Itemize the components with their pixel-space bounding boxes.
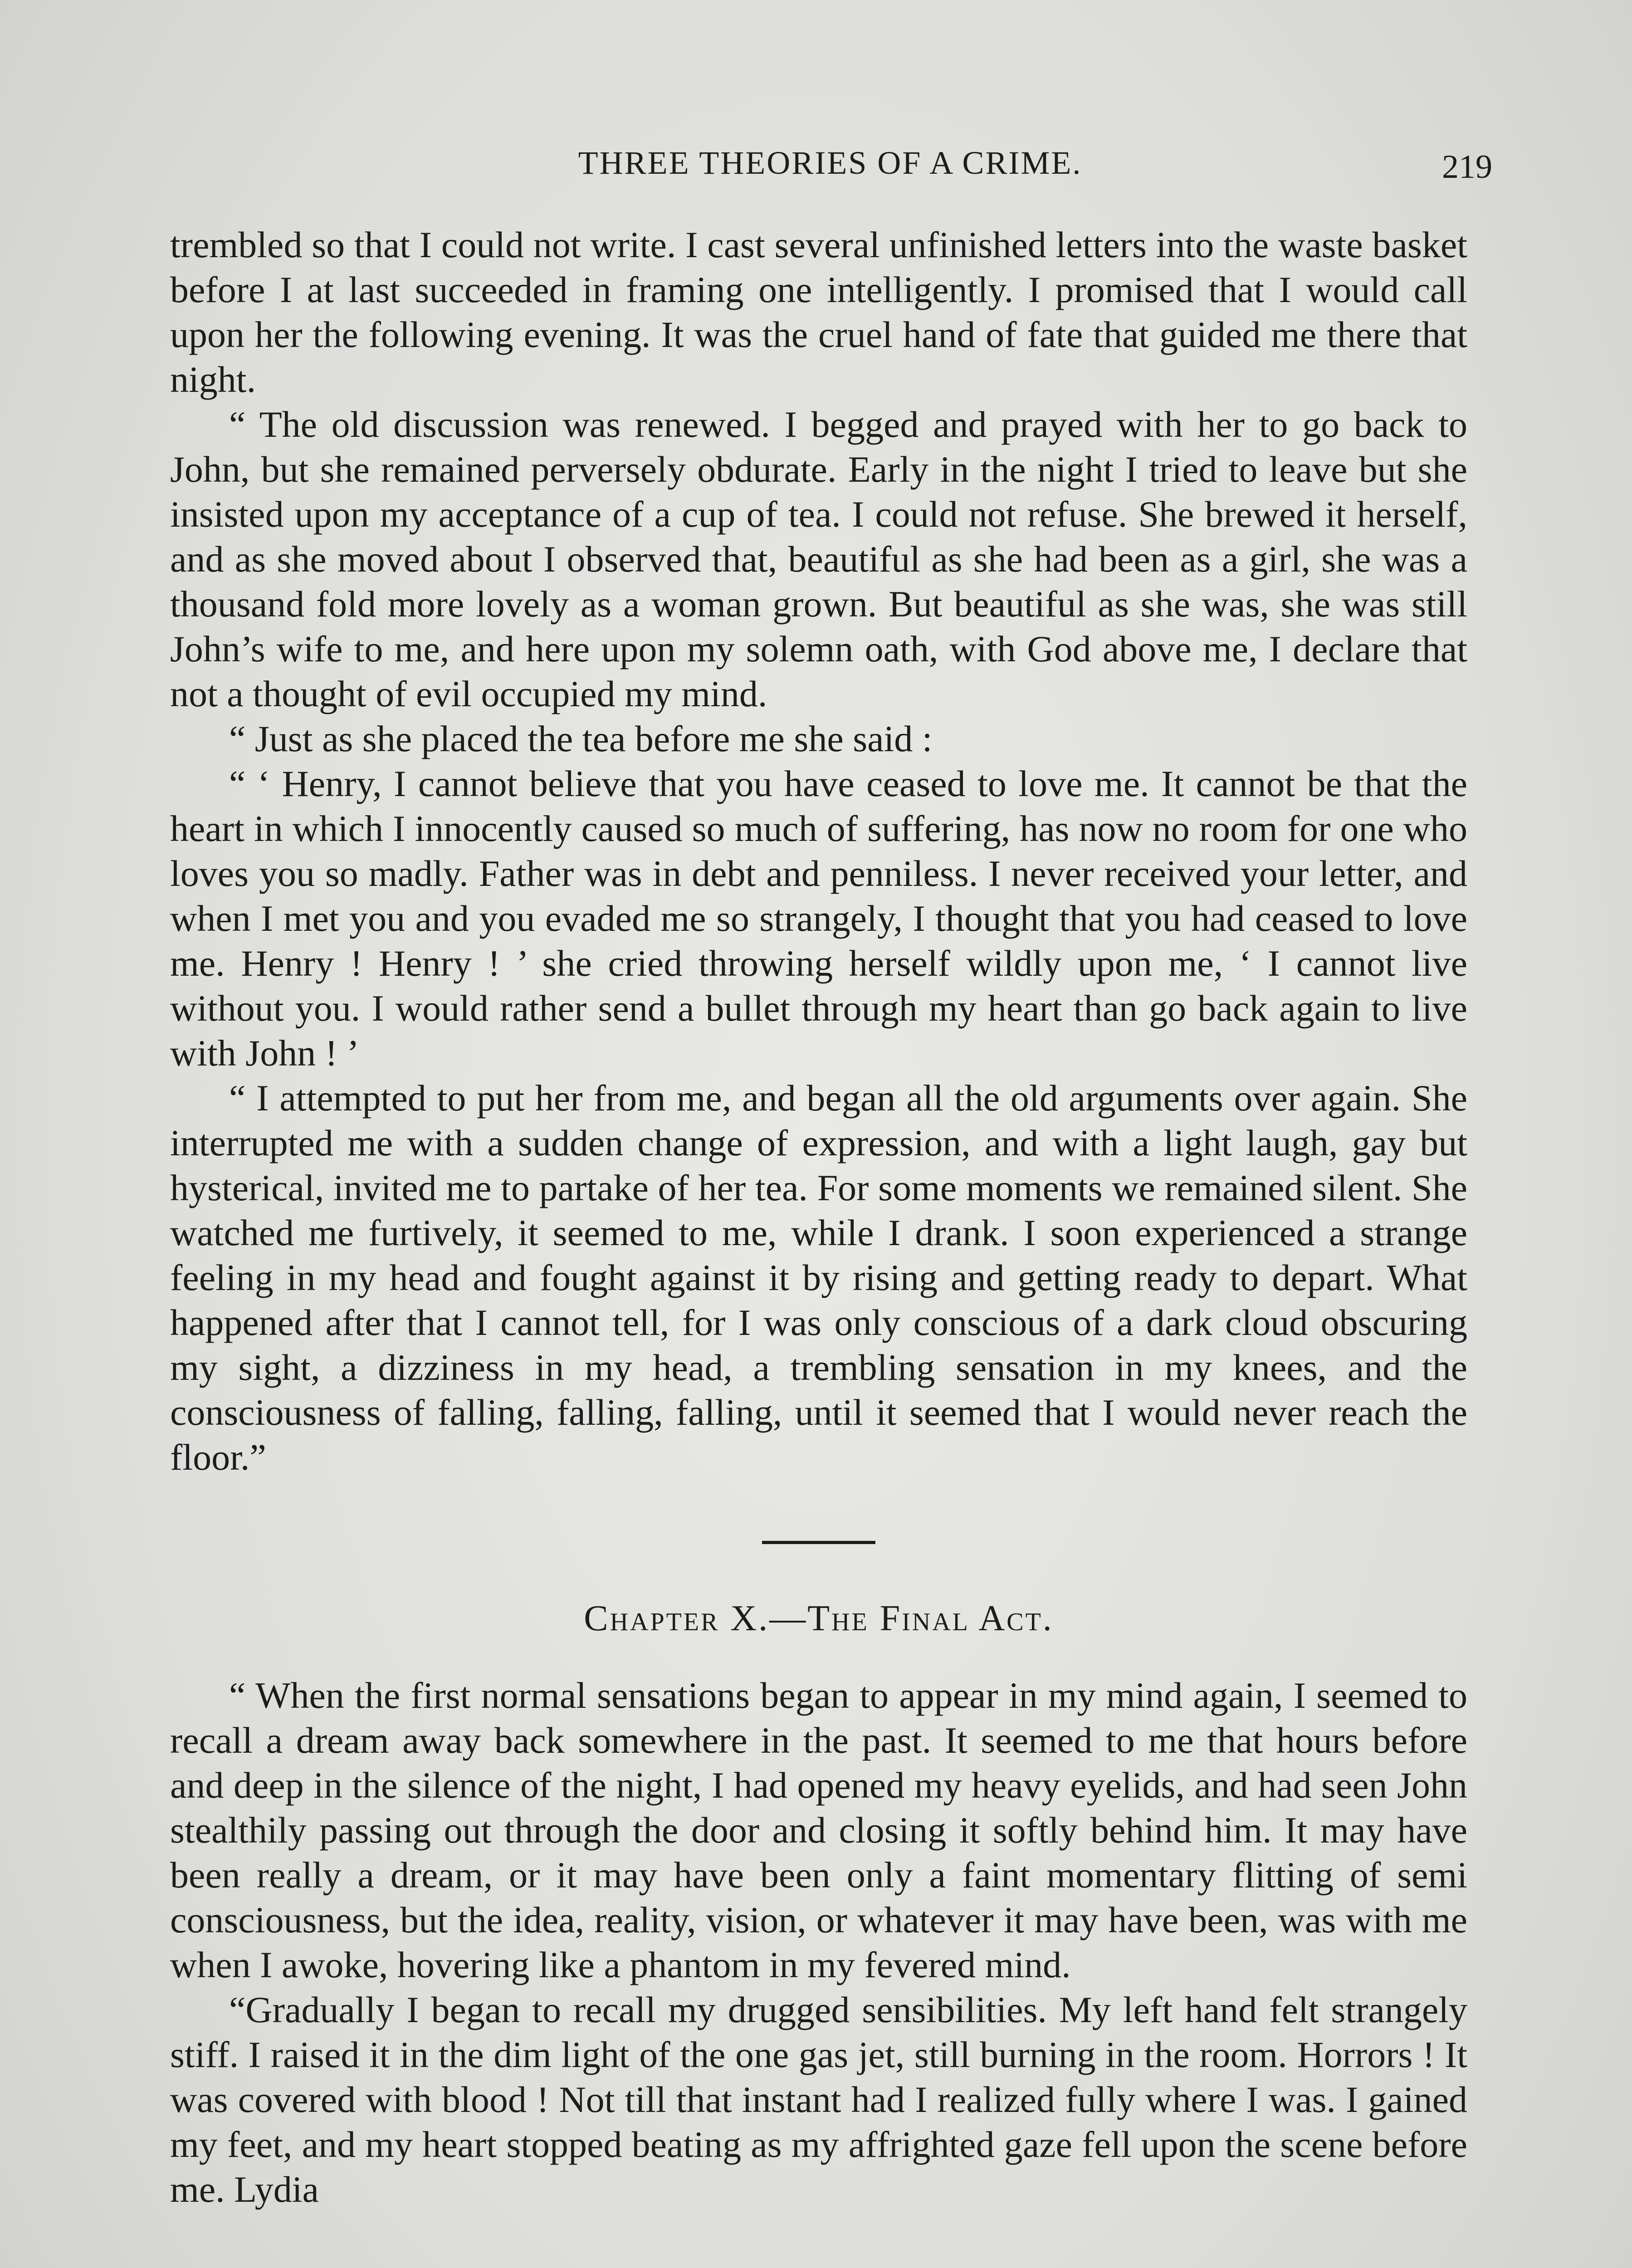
running-head: THREE THEORIES OF A CRIME. — [578, 145, 1082, 181]
paragraph: “Gradually I began to recall my drugged sensibilities. My left hand felt strangely stiff. I raised it in the dim light of the one gas jet, still burning in the room. Horrors ! It was covered with blood ! Not till that instant had I realized fully where I was. I gained my feet, and my heart stopped beating as my affrighted gaze fell upon the scene before me. Lydia — [170, 1989, 1467, 2210]
paragraph: “ ‘ Henry, I cannot believe that you have ceased to love me. It cannot be that the heart in which I innocently caused so much of suffering, has now no room for one who loves you so madly. Father was in debt and penniless. I never received your letter, and when I met you and you evaded me so strangely, I thought that you had ceased to love me. Henry ! Henry ! ’ she cried throwing herself wildly upon me, ‘ I cannot live without you. I would rather send a bullet through my heart than go back again to live with John ! ’ — [170, 763, 1467, 1074]
paragraphs-before-chapter — [170, 222, 1467, 1480]
paragraph: “ When the first normal sensations began to appear in my mind again, I seemed to recall a dream away back somewhere in the past. It seemed to me that hours before and deep in the silence of the night, I had opened my heavy eyelids, and had seen John stealthily passing out through the door and closing it softly behind him. It may have been really a dream, or it may have been only a faint momentary flitting of semi consciousness, but the idea, reality, vision, or whatever it may have been, was with me when I awoke, hovering like a phantom in my fevered mind. — [170, 1675, 1467, 1985]
section-divider-rule — [762, 1541, 875, 1544]
paragraphs-after-chapter — [170, 1673, 1467, 2212]
page-number: 219 — [1442, 148, 1492, 186]
paragraph: “ The old discussion was renewed. I begged and prayed with her to go back to John, but she remained perversely obdurate. Early in the night I tried to leave but she insisted upon my acceptance of a cup of tea. I could not refuse. She brewed it herself, and as she moved about I observed that, beautiful as she had been as a girl, she was a thousand fold more lovely as a woman grown. But beautiful as she was, she was still John’s wife to me, and here upon my solemn oath, with God above me, I declare that not a thought of evil occupied my mind. — [170, 404, 1467, 714]
body-text — [170, 222, 1467, 2212]
chapter-heading: Chapter X.—The Final Act. — [584, 1598, 1054, 1638]
paragraph: “ I attempted to put her from me, and began all the old arguments over again. She interrupted me with a sudden change of expression, and with a light laugh, gay but hysterical, invited me to partake of her tea. For some moments we remained silent. She watched me furtively, it seemed to me, while I drank. I soon experienced a strange feeling in my head and fought against it by rising and getting ready to depart. What happened after that I cannot tell, for I was only conscious of a dark cloud obscuring my sight, a dizziness in my head, a trembling sensation in my knees, and the consciousness of falling, falling, falling, until it seemed that I would never reach the floor.” — [170, 1077, 1467, 1478]
page-header — [172, 144, 1492, 194]
paragraph: trembled so that I could not write. I cast several unfinished letters into the waste basket before I at last succeeded in framing one intelligently. I promised that I would call upon her the following evening. It was the cruel hand of fate that guided me there that night. — [170, 224, 1467, 400]
paragraph: “ Just as she placed the tea before me she said : — [229, 718, 933, 759]
